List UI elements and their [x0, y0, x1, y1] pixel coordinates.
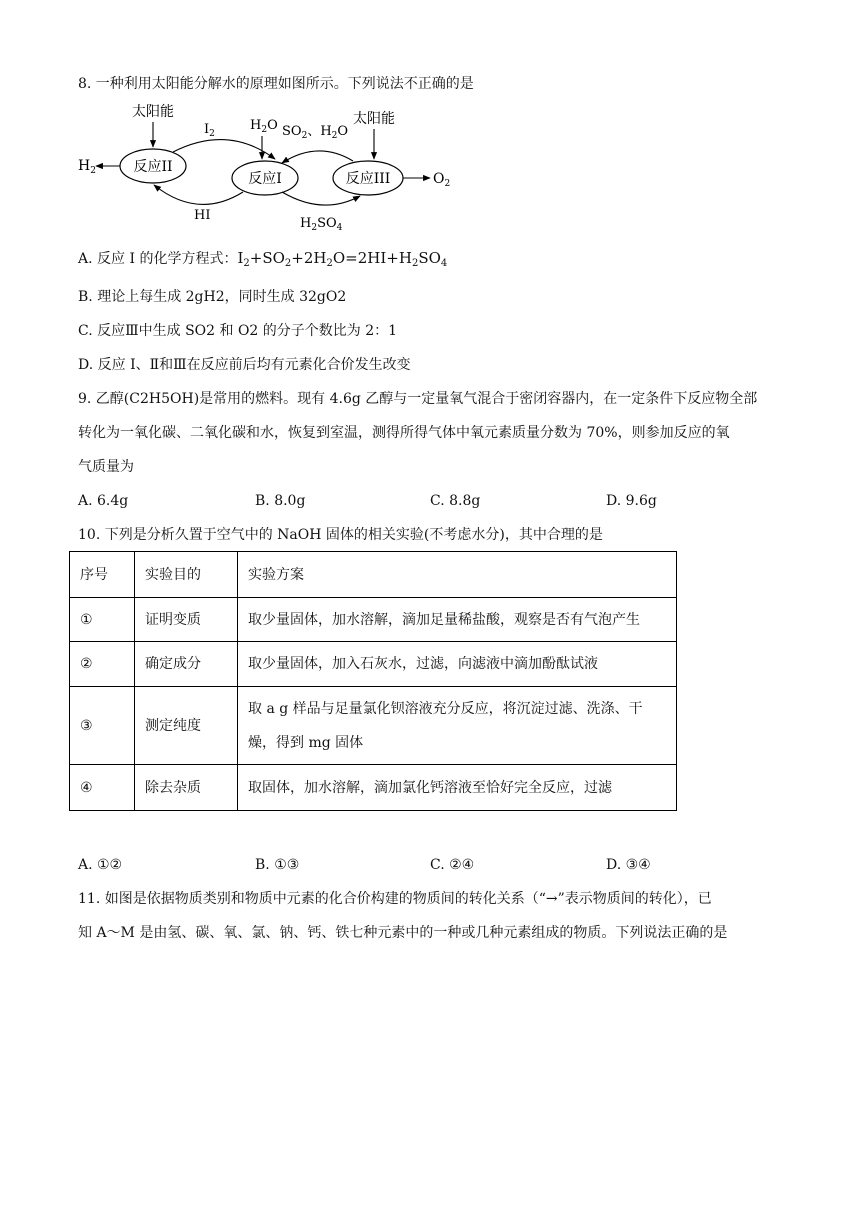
row-number: ②	[70, 642, 135, 687]
table-row	[70, 642, 677, 687]
q8-option-a-text: A. 反应 I 的化学方程式：	[78, 251, 238, 267]
svg-text:I2: $I_2$	[204, 122, 215, 139]
q10-experiment-table	[69, 551, 677, 811]
q8-option-d: D. 反应 I、Ⅱ和Ⅲ在反应前后均有元素化合价发生改变	[78, 357, 411, 373]
q8-option-a-equation: $I_2+SO_2+2H_2O=2HI+H_2SO_4$	[237, 249, 448, 269]
row-number: ①	[70, 598, 135, 642]
q9-option-d: D. 9.6g	[606, 493, 657, 509]
table-header-row	[70, 552, 677, 598]
reaction-1-label: 反应I	[248, 171, 282, 187]
q10-option-b: B. ①③	[255, 857, 300, 873]
svg-text:SO2、H2O: $SO_2$、$H_2O$	[282, 124, 349, 141]
row-plan: 取少量固体，加入石灰水，过滤，向滤液中滴加酚酞试液	[238, 642, 677, 687]
row-purpose: 除去杂质	[135, 765, 238, 811]
q8-option-c: C. 反应Ⅲ中生成 SO2 和 O2 的分子个数比为 2：1	[78, 323, 398, 339]
reaction-3-label: 反应III	[345, 171, 391, 187]
header-number: 序号	[70, 552, 135, 598]
header-purpose: 实验目的	[135, 552, 238, 598]
svg-text:H2O: $H_2O$	[250, 118, 278, 135]
q8-option-a	[78, 248, 447, 274]
svg-text:H2: $H_2$	[78, 158, 96, 176]
reaction-2-label: 反应II	[133, 159, 173, 175]
q10-stem: 10. 下列是分析久置于空气中的 NaOH 固体的相关实验(不考虑水分)，其中合理的是	[78, 527, 603, 543]
q9-line-2: 转化为一氧化碳、二氧化碳和水，恢复到室温，测得所得气体中氧元素质量分数为 70%，则参加反应的氧	[78, 425, 730, 441]
row-plan: 取 a g 样品与足量氯化钡溶液充分反应，将沉淀过滤、洗涤、干燥，得到 mg 固体	[238, 687, 677, 765]
table-row	[70, 598, 677, 642]
q11-line-1: 11. 如图是依据物质类别和物质中元素的化合价构建的物质间的转化关系（“→”表示物质间的转化），已	[78, 891, 712, 907]
row-number: ③	[70, 687, 135, 765]
svg-text:H2SO4: $H_2SO_4$	[300, 216, 343, 233]
solar-left-label: 太阳能	[132, 104, 174, 120]
header-plan: 实验方案	[238, 552, 677, 598]
q10-option-a: A. ①②	[78, 857, 123, 873]
solar-right-label: 太阳能	[353, 111, 395, 127]
row-purpose: 证明变质	[135, 598, 238, 642]
q9-line-1: 9. 乙醇(C2H5OH)是常用的燃料。现有 4.6g 乙醇与一定量氧气混合于密闭容器内，在一定条件下反应物全部	[78, 391, 758, 407]
q9-option-b: B. 8.0g	[255, 493, 306, 509]
q11-line-2: 知 A～M 是由氢、碳、氧、氯、钠、钙、铁七种元素中的一种或几种元素组成的物质。下列说法正确的是	[78, 925, 728, 941]
q8-stem: 8. 一种利用太阳能分解水的原理如图所示。下列说法不正确的是	[78, 76, 474, 92]
q8-option-b: B. 理论上每生成 2gH2，同时生成 32gO2	[78, 289, 347, 305]
svg-text:HI: HI	[194, 208, 211, 223]
row-plan: 取少量固体，加水溶解，滴加足量稀盐酸，观察是否有气泡产生	[238, 598, 677, 642]
table-row	[70, 765, 677, 811]
q9-option-c: C. 8.8g	[430, 493, 481, 509]
q9-line-3: 气质量为	[78, 459, 134, 475]
q8-reaction-diagram	[78, 102, 458, 234]
q10-option-c: C. ②④	[430, 857, 475, 873]
row-plan: 取固体，加水溶解，滴加氯化钙溶液至恰好完全反应，过滤	[238, 765, 677, 811]
q10-option-d: D. ③④	[606, 857, 651, 873]
row-number: ④	[70, 765, 135, 811]
row-purpose: 确定成分	[135, 642, 238, 687]
q9-option-a: A. 6.4g	[78, 493, 129, 509]
row-purpose: 测定纯度	[135, 687, 238, 765]
table-row	[70, 687, 677, 765]
svg-text:O2: $O_2$	[433, 171, 451, 189]
